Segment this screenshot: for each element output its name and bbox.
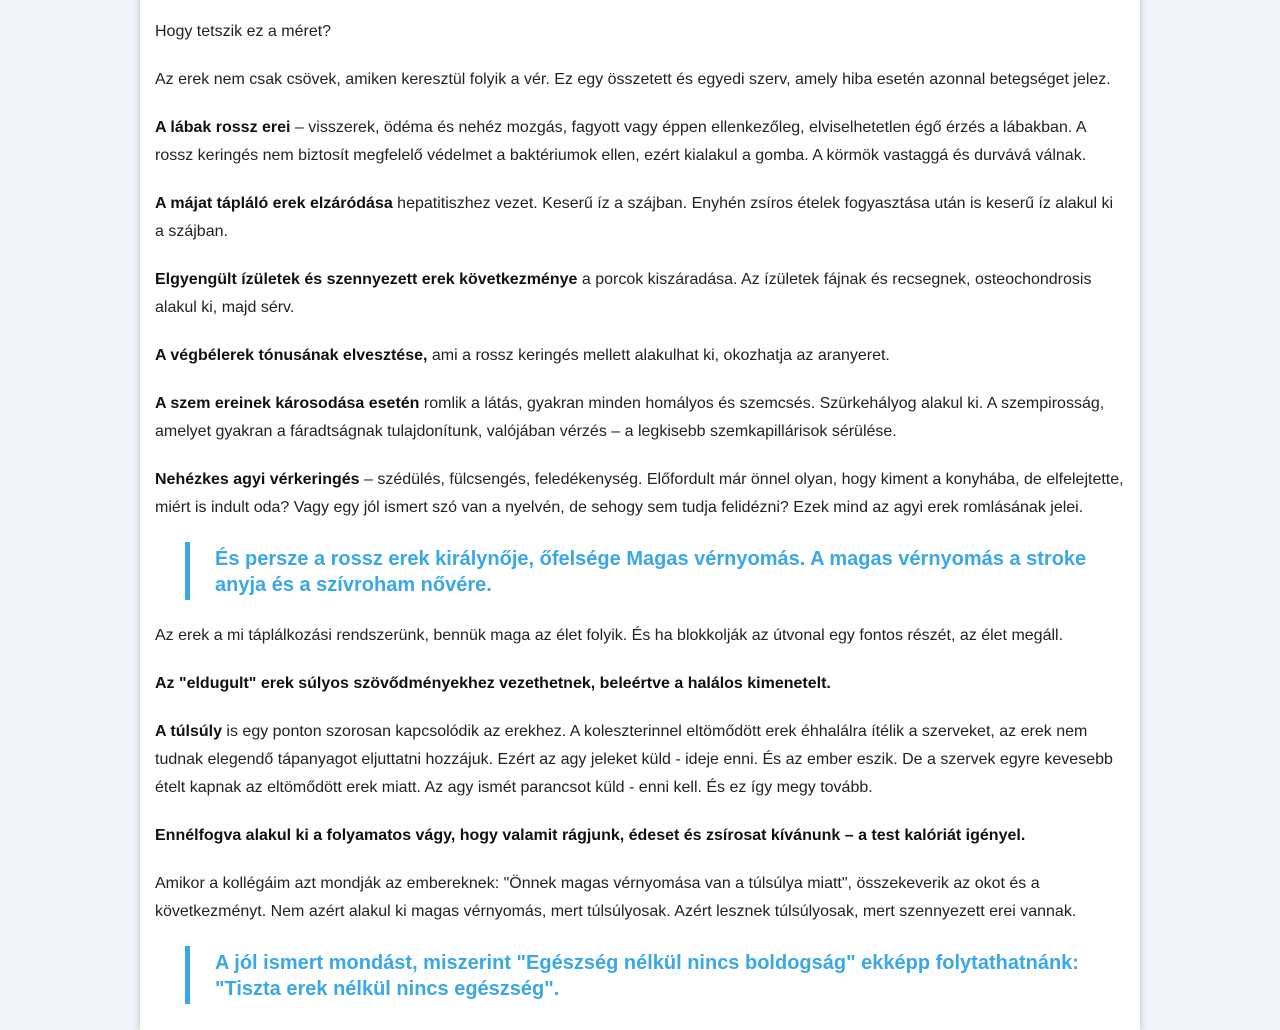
paragraph	[155, 718, 1125, 802]
bold-lead: Nehézkes agyi vérkeringés	[155, 471, 360, 488]
bold-lead: Elgyengült ízületek és szennyezett erek következménye	[155, 271, 578, 288]
paragraph	[155, 390, 1125, 446]
paragraph	[155, 266, 1125, 322]
blockquote: És persze a rossz erek királynője, őfelsége Magas vérnyomás. A magas vérnyomás a stroke anyja és a szívroham nővére.	[185, 542, 1125, 600]
paragraph-text: hepatitiszhez vezet. Keserű íz a szájban. Enyhén zsíros ételek fogyasztása után is keserű íz alakul ki a szájban.	[155, 195, 1114, 240]
bold-lead: A túlsúly	[155, 723, 222, 740]
paragraph	[155, 190, 1125, 246]
paragraph: Amikor a kollégáim azt mondják az embereknek: "Önnek magas vérnyomása van a túlsúlya miatt", összekeverik az okot és a következményt. Nem azért alakul ki magas vérnyomás, mert túlsúlyosak. Azért lesznek túlsúlyosak, mert szennyezett erei vannak.	[155, 875, 1077, 920]
paragraph-text: – szédülés, fülcsengés, feledékenység. Előfordult már önnel olyan, hogy kiment a konyhába, de elfelejtette, miért is indult oda? Vagy egy jól ismert szó van a nyelvén, de sehogy sem tudja felidézni? Ezek mind az agyi erek romlásának jelei.	[155, 471, 1124, 516]
bold-lead: A végbélerek tónusának elvesztése,	[155, 347, 428, 364]
blockquote: A jól ismert mondást, miszerint "Egészség nélkül nincs boldogság" ekképp folytathatnánk: "Tiszta erek nélkül nincs egészség".	[185, 946, 1125, 1004]
paragraph	[155, 670, 1125, 698]
bold-lead: A szem ereinek károsodása esetén	[155, 395, 420, 412]
bold-lead: A lábak rossz erei	[155, 119, 291, 136]
paragraph-text: is egy ponton szorosan kapcsolódik az erekhez. A koleszterinnel eltömődött erek éhhalálra ítélik a szerveket, az erek nem tudnak elegendő tápanyagot eljuttatni hozzájuk. Ezért az agy jeleket küld - ideje enni. És az ember eszik. De a szervek egyre kevesebb ételt kapnak az eltömődött erek miatt. Az agy ismét parancsot küld - enni kell. És ez így megy tovább.	[155, 723, 1113, 796]
paragraph-text: a porcok kiszáradása. Az ízületek fájnak és recsegnek, osteochondrosis alakul ki, majd sérv.	[155, 271, 1092, 316]
bold-paragraph: Az "eldugult" erek súlyos szövődményekhez vezethetnek, beleértve a halálos kimenetelt.	[155, 675, 831, 692]
article-page	[140, 0, 1140, 1030]
paragraph	[155, 466, 1125, 522]
paragraph	[155, 114, 1125, 170]
paragraph-text: romlik a látás, gyakran minden homályos és szemcsés. Szürkehályog alakul ki. A szempirosság, amelyet gyakran a fáradtságnak tulajdonítunk, valójában vérzés – a legkisebb szemkapillárisok sérülése.	[155, 395, 1105, 440]
paragraph: Hogy tetszik ez a méret?	[155, 23, 332, 40]
paragraph: Az erek nem csak csövek, amiken keresztül folyik a vér. Ez egy összetett és egyedi szerv, amely hiba esetén azonnal betegséget jelez.	[155, 71, 1111, 88]
paragraph: Az erek a mi táplálkozási rendszerünk, bennük maga az élet folyik. És ha blokkolják az útvonal egy fontos részét, az élet megáll.	[155, 627, 1064, 644]
paragraph-text: ami a rossz keringés mellett alakulhat ki, okozhatja az aranyeret.	[427, 347, 890, 364]
paragraph	[155, 822, 1125, 850]
bold-paragraph: Ennélfogva alakul ki a folyamatos vágy, hogy valamit rágjunk, édeset és zsírosat kívánunk – a test kalóriát igényel.	[155, 827, 1026, 844]
paragraph	[155, 342, 1125, 370]
bold-lead: A májat tápláló erek elzáródása	[155, 195, 393, 212]
paragraph-text: – visszerek, ödéma és nehéz mozgás, fagyott vagy éppen ellenkezőleg, elviselhetetlen égő érzés a lábakban. A rossz keringés nem biztosít megfelelő védelmet a baktériumok ellen, ezért kialakul a gomba. A körmök vastaggá és durvává válnak.	[155, 119, 1087, 164]
